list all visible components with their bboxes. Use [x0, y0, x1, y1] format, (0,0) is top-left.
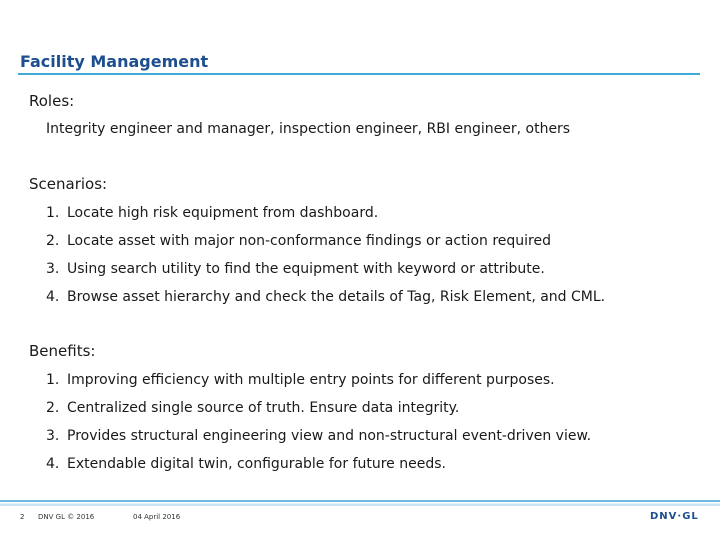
list-item-number: 4.	[46, 289, 60, 305]
roles-heading: Roles:	[29, 92, 75, 110]
company-logo: DNV·GL	[650, 511, 699, 522]
list-item-number: 3.	[46, 261, 60, 277]
list-item-number: 2.	[46, 400, 60, 416]
scenarios-heading: Scenarios:	[29, 175, 108, 193]
list-item-text: Extendable digital twin, configurable for future needs.	[67, 456, 446, 472]
list-item-text: Using search utility to find the equipment with keyword or attribute.	[67, 261, 545, 277]
scenarios-list	[46, 204, 605, 316]
list-item	[46, 371, 591, 399]
list-item-text: Browse asset hierarchy and check the details of Tag, Risk Element, and CML.	[67, 289, 606, 305]
list-item-number: 4.	[46, 456, 60, 472]
list-item	[46, 455, 591, 483]
list-item-number: 1.	[46, 205, 60, 221]
page-number: 2	[20, 513, 25, 521]
footer-copyright: DNV GL © 2016	[38, 513, 95, 521]
list-item	[46, 399, 591, 427]
list-item	[46, 427, 591, 455]
list-item	[46, 232, 605, 260]
list-item-text: Improving efficiency with multiple entry points for different purposes.	[67, 372, 555, 388]
list-item-text: Locate asset with major non-conformance findings or action required	[67, 233, 551, 249]
list-item	[46, 260, 605, 288]
footer-divider	[0, 500, 720, 506]
list-item	[46, 204, 605, 232]
benefits-heading: Benefits:	[29, 342, 96, 360]
benefits-list	[46, 371, 591, 483]
list-item-number: 1.	[46, 372, 60, 388]
list-item-number: 3.	[46, 428, 60, 444]
list-item	[46, 288, 605, 316]
list-item-text: Locate high risk equipment from dashboard.	[67, 205, 379, 221]
list-item-number: 2.	[46, 233, 60, 249]
slide-title: Facility Management	[20, 52, 209, 71]
footer-date: 04 April 2016	[133, 513, 181, 521]
roles-text: Integrity engineer and manager, inspection engineer, RBI engineer, others	[46, 121, 571, 137]
list-item-text: Centralized single source of truth. Ensure data integrity.	[67, 400, 460, 416]
list-item-text: Provides structural engineering view and non-structural event-driven view.	[67, 428, 592, 444]
title-divider	[18, 73, 700, 75]
